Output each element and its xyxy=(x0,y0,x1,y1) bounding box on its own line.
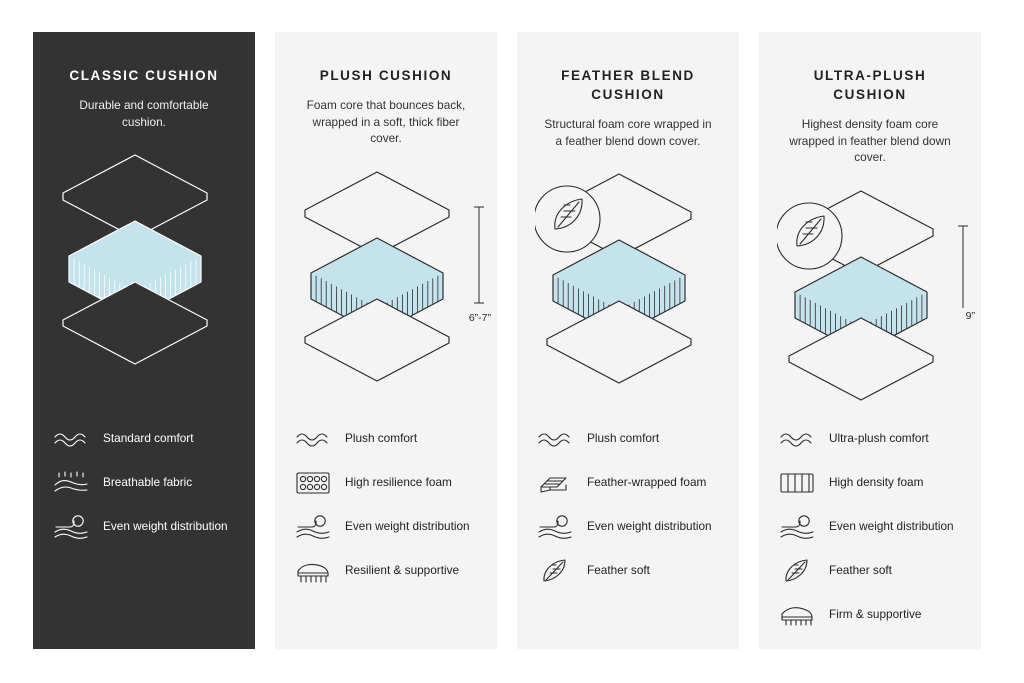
feather-wrapped-foam-icon xyxy=(535,468,575,498)
feature-label: Even weight distribution xyxy=(829,519,954,534)
card-title: FEATHER BLEND CUSHION xyxy=(561,68,695,102)
firm-support-icon xyxy=(777,600,817,630)
feature-item xyxy=(777,556,963,586)
feature-label: Even weight distribution xyxy=(345,519,470,534)
feature-list xyxy=(777,424,963,644)
feature-item xyxy=(535,512,721,542)
cushion-card-plush-cushion[interactable] xyxy=(275,32,497,649)
card-title: ULTRA-PLUSH CUSHION xyxy=(813,68,927,102)
feature-list xyxy=(535,424,721,600)
cushion-layers-illustration xyxy=(535,167,721,397)
wave-icon xyxy=(51,424,91,454)
feature-item xyxy=(777,512,963,542)
feature-label: Breathable fabric xyxy=(103,475,193,490)
card-description: Foam core that bounces back, wrapped in a soft, thick fiber cover. xyxy=(306,98,466,145)
resilient-support-icon xyxy=(293,556,333,586)
feature-item xyxy=(51,512,237,542)
breathable-fabric-icon xyxy=(51,468,91,498)
dimension-label: 9” xyxy=(933,308,975,324)
cushion-card-ultra-plush-cushion[interactable] xyxy=(759,32,981,649)
feature-item xyxy=(777,600,963,630)
feature-item xyxy=(293,424,479,454)
feature-label: Feather soft xyxy=(829,563,892,578)
feature-label: Even weight distribution xyxy=(103,519,228,534)
card-title: PLUSH CUSHION xyxy=(319,68,453,83)
dimension-label: 6”-7” xyxy=(449,310,491,326)
card-title: CLASSIC CUSHION xyxy=(69,68,219,83)
feature-label: High density foam xyxy=(829,475,924,490)
feature-item xyxy=(51,468,237,498)
card-description: Structural foam core wrapped in a feather blend down cover. xyxy=(544,117,712,148)
even-weight-icon xyxy=(535,512,575,542)
honeycomb-foam-icon xyxy=(293,468,333,498)
even-weight-icon xyxy=(293,512,333,542)
cushion-card-feather-blend-cushion[interactable] xyxy=(517,32,739,649)
density-foam-icon xyxy=(777,468,817,498)
feature-label: Plush comfort xyxy=(587,431,660,446)
feature-item xyxy=(535,556,721,586)
feature-item xyxy=(293,468,479,498)
feature-label: Plush comfort xyxy=(345,431,418,446)
even-weight-icon xyxy=(777,512,817,542)
card-description: Durable and comfortable cushion. xyxy=(79,98,209,129)
feather-icon xyxy=(535,556,575,586)
feature-label: Resilient & supportive xyxy=(345,563,460,578)
wave-icon xyxy=(777,424,817,454)
feature-label: High resilience foam xyxy=(345,475,452,490)
feature-item xyxy=(777,424,963,454)
feather-icon xyxy=(777,556,817,586)
feature-label: Feather soft xyxy=(587,563,650,578)
feature-item xyxy=(535,468,721,498)
feature-item xyxy=(777,468,963,498)
card-description: Highest density foam core wrapped in feather blend down cover. xyxy=(789,117,951,164)
even-weight-icon xyxy=(51,512,91,542)
feature-list xyxy=(51,424,237,556)
wave-icon xyxy=(535,424,575,454)
feature-item xyxy=(293,512,479,542)
feature-label: Standard comfort xyxy=(103,431,194,446)
feature-label: Feather-wrapped foam xyxy=(587,475,707,490)
feature-item xyxy=(51,424,237,454)
feature-item xyxy=(535,424,721,454)
cushion-card-classic-cushion[interactable] xyxy=(33,32,255,649)
feature-list xyxy=(293,424,479,600)
feature-label: Firm & supportive xyxy=(829,607,922,622)
feature-label: Ultra-plush comfort xyxy=(829,431,929,446)
feature-label: Even weight distribution xyxy=(587,519,712,534)
wave-icon xyxy=(293,424,333,454)
cushion-layers-illustration xyxy=(293,165,479,395)
feature-item xyxy=(293,556,479,586)
cushion-layers-illustration xyxy=(777,184,963,414)
cushion-layers-illustration xyxy=(51,148,237,378)
